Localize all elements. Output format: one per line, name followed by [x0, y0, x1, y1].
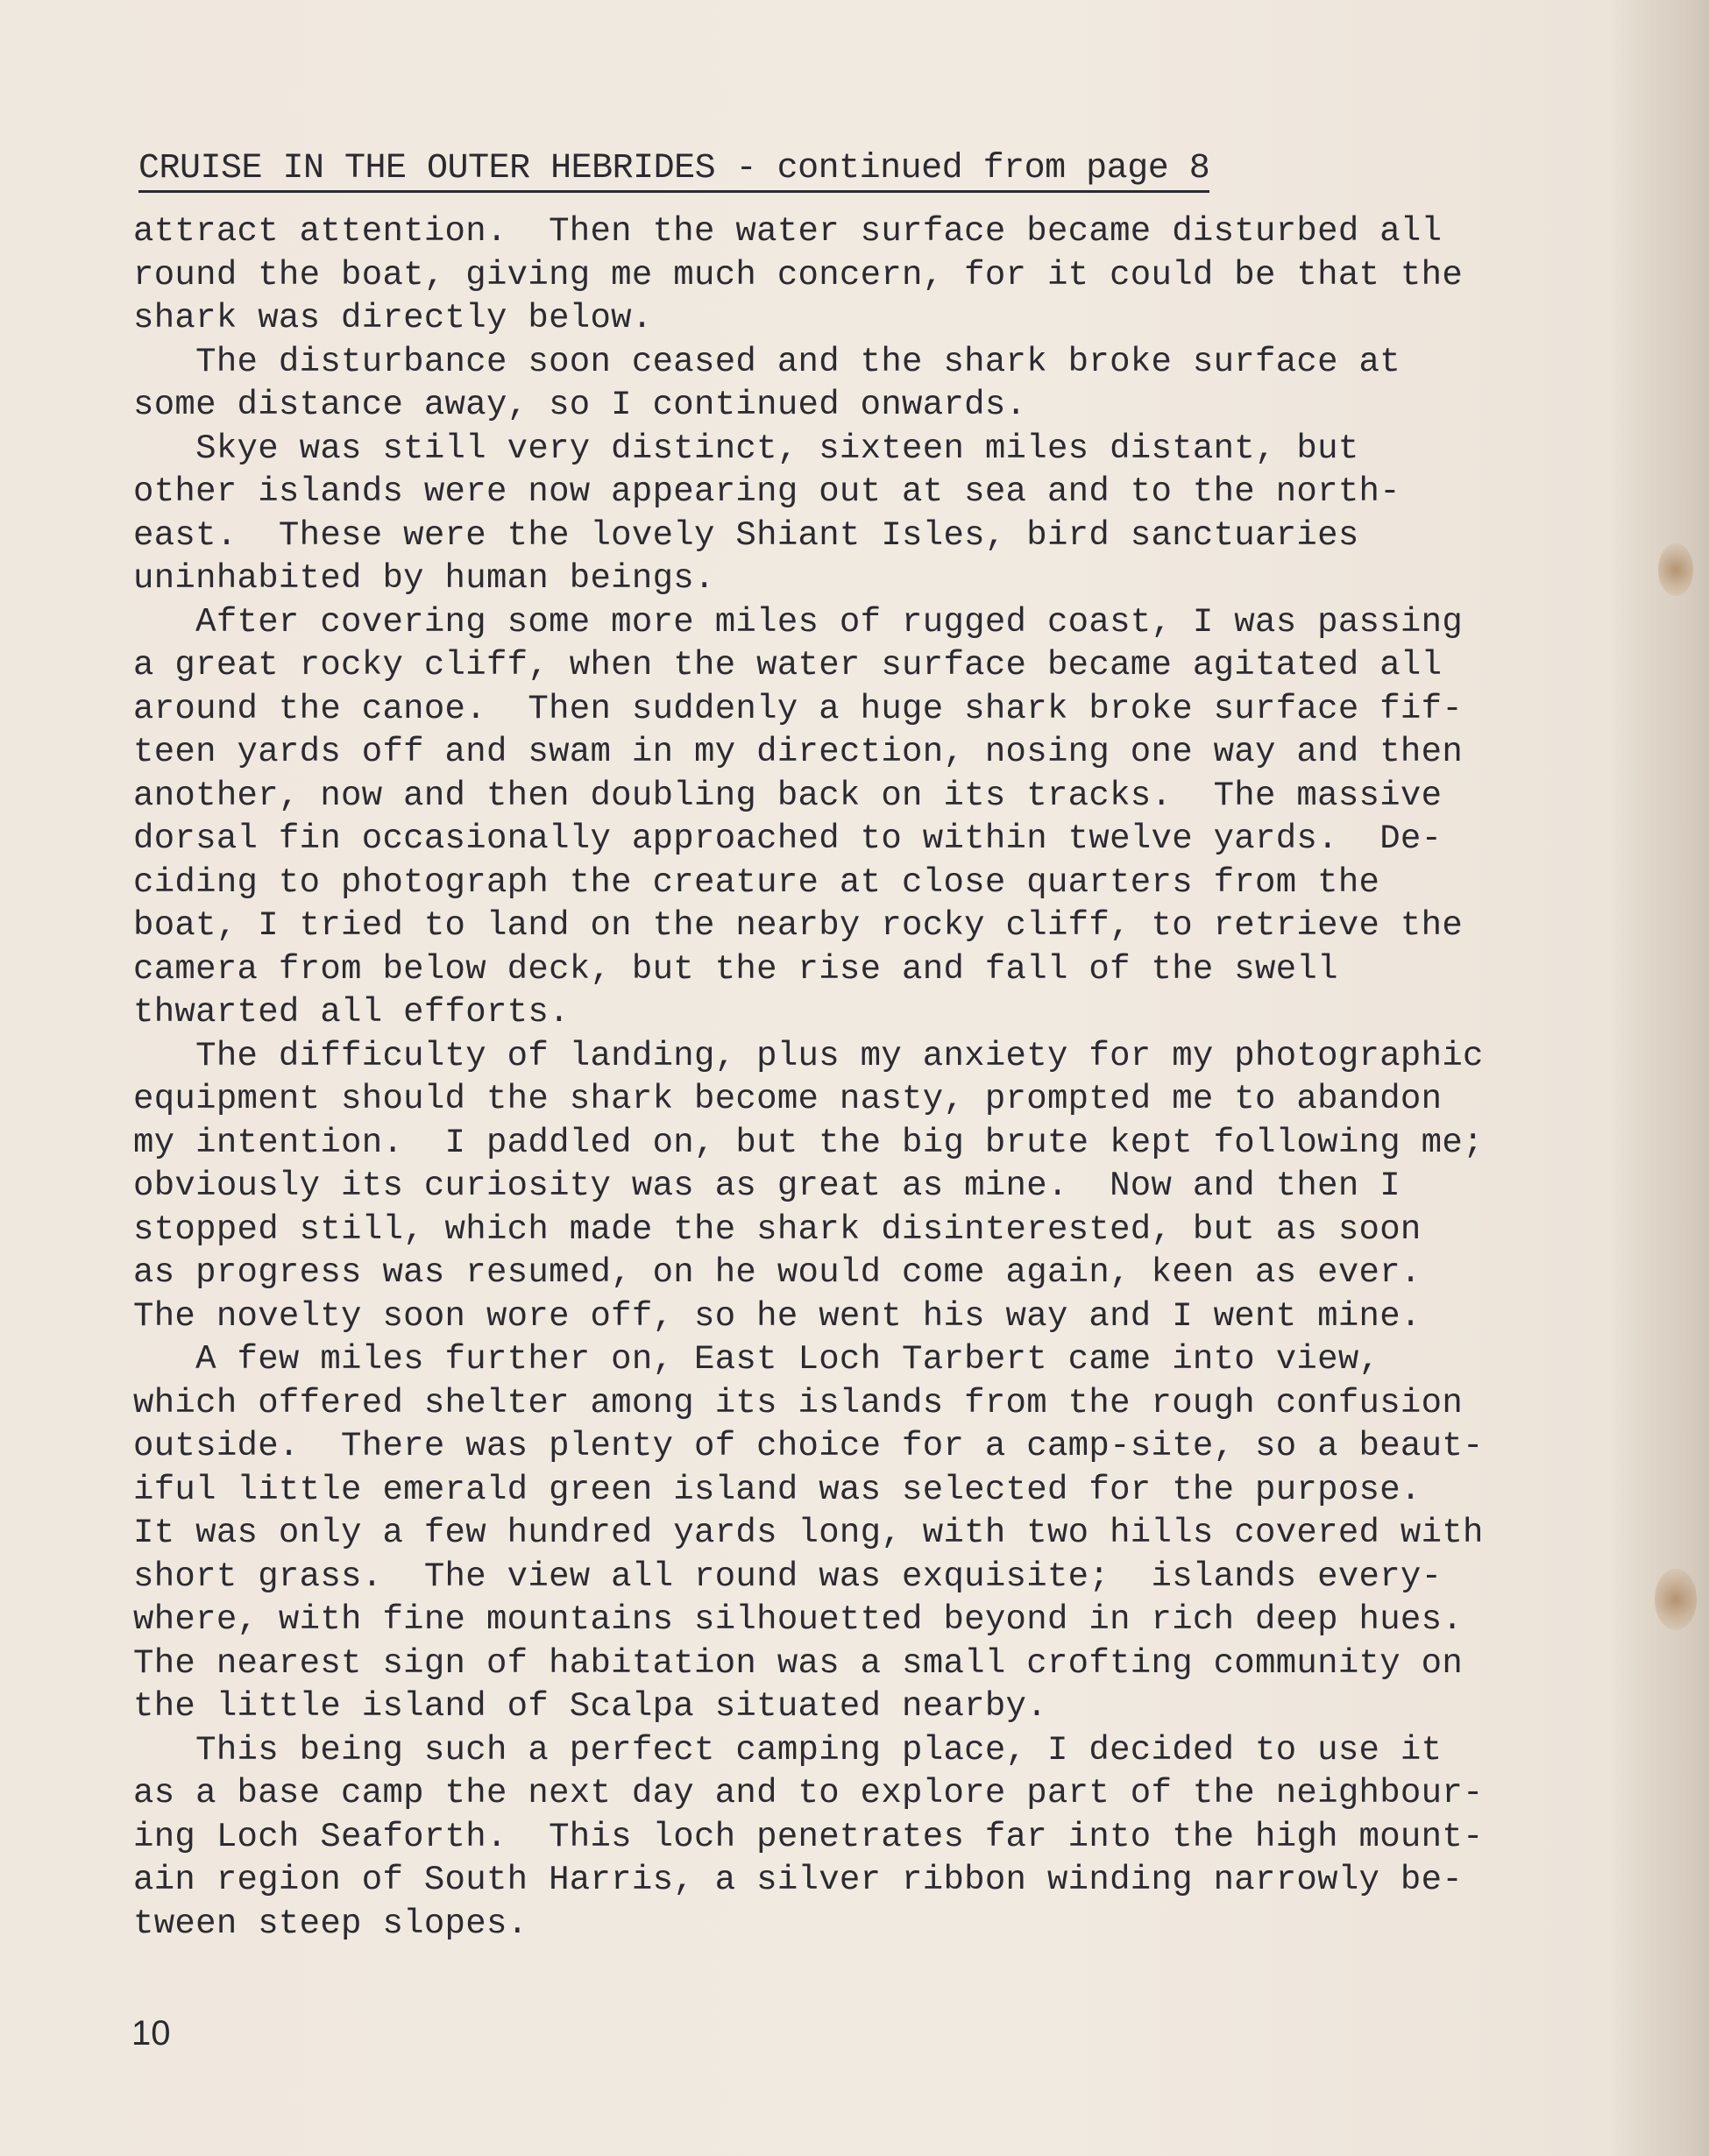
- text-line: as a base camp the next day and to explore part of the neighbour-: [133, 1774, 1484, 1812]
- text-line: iful little emerald green island was selected for the purpose.: [133, 1470, 1422, 1509]
- page-number: 10: [131, 2014, 171, 2053]
- text-line: camera from below deck, but the rise and fall of the swell: [133, 949, 1338, 989]
- text-line: my intention. I paddled on, but the big brute kept following me;: [133, 1123, 1484, 1162]
- text-line: short grass. The view all round was exquisite; islands every-: [133, 1557, 1443, 1596]
- text-line: ciding to photograph the creature at close quarters from the: [133, 862, 1380, 902]
- text-line: a great rocky cliff, when the water surface became agitated all: [133, 646, 1443, 684]
- text-line: The difficulty of landing, plus my anxiety for my photographic: [133, 1036, 1484, 1075]
- text-line: teen yards off and swam in my direction, nosing one way and then: [133, 733, 1464, 771]
- text-line: some distance away, so I continued onwards.: [133, 386, 1027, 424]
- text-line: thwarted all efforts.: [133, 993, 570, 1032]
- text-line: equipment should the shark become nasty, prompted me to abandon: [133, 1080, 1443, 1118]
- article-body: [133, 210, 1571, 1946]
- text-line: ing Loch Seaforth. This loch penetrates far into the high mount-: [133, 1817, 1484, 1856]
- text-line: After covering some more miles of rugged coast, I was passing: [133, 602, 1464, 642]
- text-line: tween steep slopes.: [133, 1904, 528, 1943]
- text-line: as progress was resumed, on he would come again, keen as ever.: [133, 1253, 1422, 1292]
- text-line: A few miles further on, East Loch Tarbert came into view,: [133, 1340, 1380, 1379]
- text-line: shark was directly below.: [133, 299, 653, 337]
- text-line: stopped still, which made the shark disinterested, but as soon: [133, 1209, 1422, 1249]
- text-line: boat, I tried to land on the nearby rocky cliff, to retrieve the: [133, 906, 1464, 945]
- text-line: attract attention. Then the water surface became disturbed all: [133, 212, 1443, 251]
- text-line: The nearest sign of habitation was a small crofting community on: [133, 1643, 1464, 1683]
- text-line: ain region of South Harris, a silver ribbon winding narrowly be-: [133, 1861, 1464, 1899]
- text-line: outside. There was plenty of choice for a camp-site, so a beaut-: [133, 1427, 1484, 1465]
- page-fold-shadow: [1656, 0, 1709, 2156]
- text-line: The novelty soon wore off, so he went his way and I went mine.: [133, 1296, 1422, 1336]
- text-line: which offered shelter among its islands from the rough confusion: [133, 1383, 1464, 1422]
- page-header: [138, 145, 1278, 194]
- text-line: other islands were now appearing out at sea and to the north-: [133, 472, 1401, 511]
- text-line: round the boat, giving me much concern, for it could be that the: [133, 255, 1464, 294]
- text-line: dorsal fin occasionally approached to within twelve yards. De-: [133, 819, 1443, 858]
- text-line: the little island of Scalpa situated nearby.: [133, 1687, 1047, 1726]
- text-line: uninhabited by human beings.: [133, 559, 715, 598]
- paper-stain: [1658, 543, 1693, 596]
- text-line: around the canoe. Then suddenly a huge shark broke surface fif-: [133, 689, 1464, 728]
- text-line: obviously its curiosity was as great as mine. Now and then I: [133, 1167, 1401, 1205]
- text-line: east. These were the lovely Shiant Isles, bird sanctuaries: [133, 515, 1359, 555]
- text-line: It was only a few hundred yards long, with two hills covered with: [133, 1514, 1484, 1552]
- text-line: The disturbance soon ceased and the shark broke surface at: [133, 342, 1401, 381]
- text-line: another, now and then doubling back on its tracks. The massive: [133, 776, 1443, 815]
- text-line: This being such a perfect camping place, I decided to use it: [133, 1730, 1443, 1769]
- header-title: CRUISE IN THE OUTER HEBRIDES - continued from page 8: [138, 149, 1209, 193]
- paper-stain: [1655, 1569, 1697, 1630]
- text-line: Skye was still very distinct, sixteen miles distant, but: [133, 429, 1359, 468]
- text-line: where, with fine mountains silhouetted beyond in rich deep hues.: [133, 1600, 1464, 1639]
